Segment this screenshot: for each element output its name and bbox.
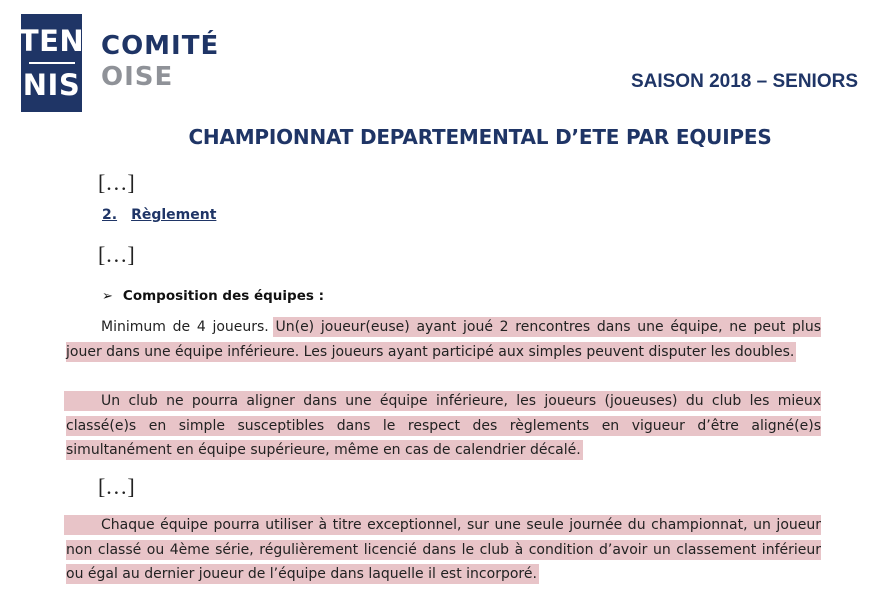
logo-text-top: TEN [18,24,85,58]
logo-text-bottom: NIS [22,68,81,102]
tennis-logo [18,14,85,112]
paragraph-1-plain: Minimum de 4 joueurs. [101,319,269,335]
paragraph-3-highlight [66,517,821,582]
section-number: 2. [102,207,118,223]
section-title: Règlement [131,207,217,223]
subsection-heading [102,288,324,304]
paragraph-3 [66,513,821,587]
ellipsis-2: […] [98,242,135,267]
paragraph-2-highlight [66,393,821,458]
ellipsis-3: […] [98,474,135,499]
season-label: SAISON 2018 – SENIORS [630,71,858,92]
subsection-title: Composition des équipes : [122,288,324,304]
arrow-bullet-icon: ➢ [102,289,113,304]
org-name-line2: OISE [101,62,174,92]
org-name-line1: COMITÉ [101,31,220,61]
logo-divider [29,62,75,64]
paragraph-1 [66,315,821,364]
section-heading [102,207,216,223]
paragraph-1-highlight: Un(e) joueur(euse) ayant joué 2 rencontres dans une équipe, ne peut plus jouer dans une équipe inférieure. Les joueurs ayant participé aux simples peuvent disputer les doubles. [66,319,821,360]
paragraph-3-text: Chaque équipe pourra utiliser à titre exceptionnel, sur une seule journée du championnat, un joueur non classé ou 4ème série, régulièrement licencié dans le club à condition d’avoir un classement inférieur ou égal au dernier joueur de l’équipe dans laquelle il est incorporé. [66,517,821,582]
paragraph-2 [66,389,821,463]
paragraph-2-text: Un club ne pourra aligner dans une équipe inférieure, les joueurs (joueuses) du club les mieux classé(e)s en simple susceptibles dans le respect des règlements en vigueur d’être aligné(e)s simultanément en équipe supérieure, même en cas de calendrier décalé. [66,393,821,458]
document-title: CHAMPIONNAT DEPARTEMENTAL D’ETE PAR EQUIPES [188,125,772,149]
ellipsis-1: […] [98,170,135,195]
